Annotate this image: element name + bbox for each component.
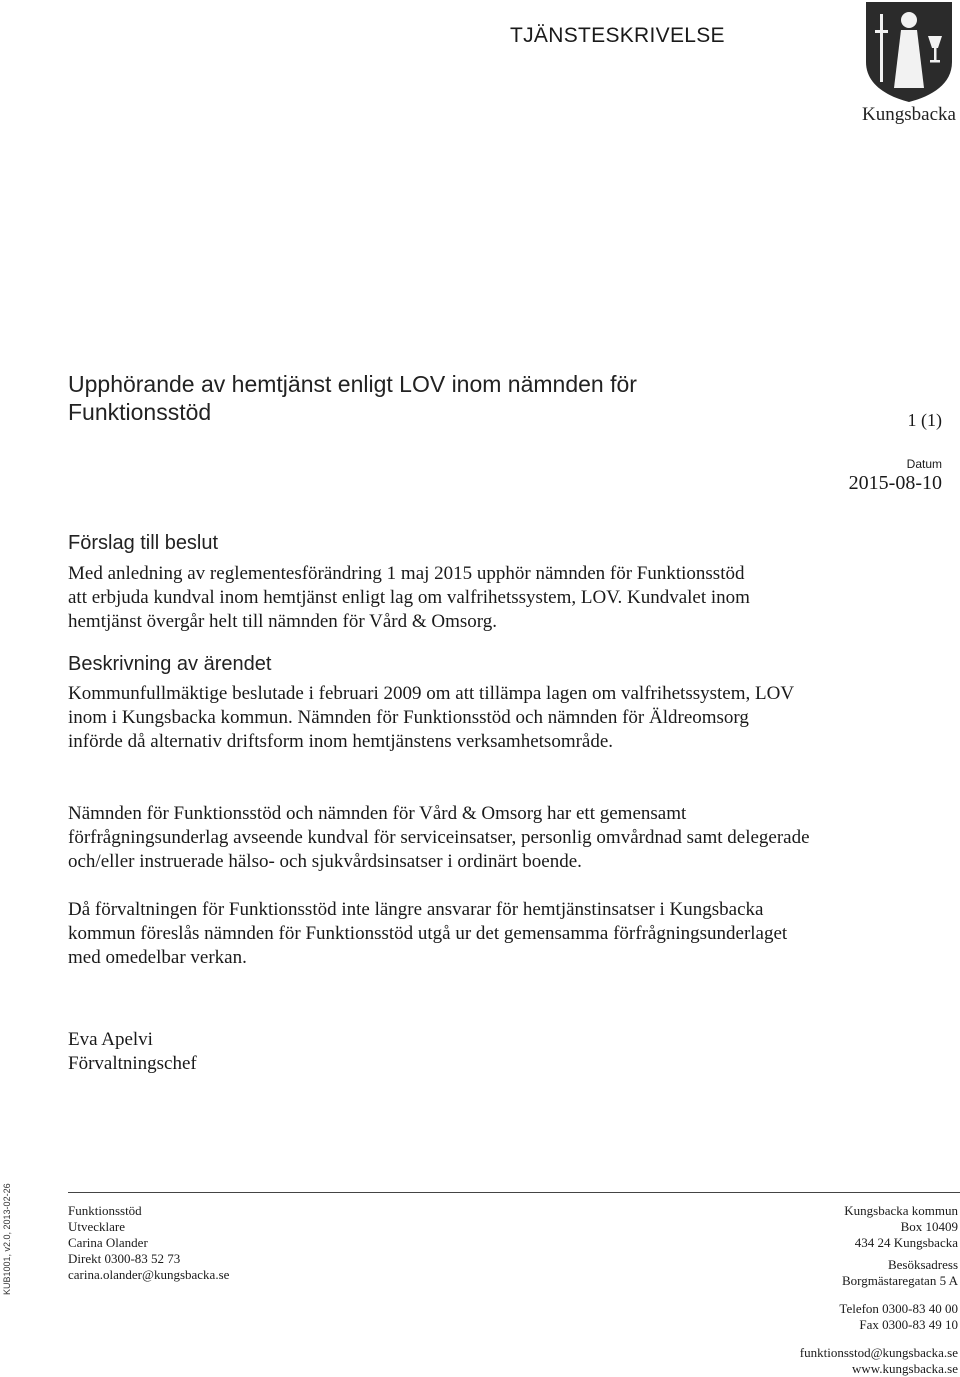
date-label: Datum [906, 457, 942, 471]
page-title [68, 370, 768, 426]
footer-website: www.kungsbacka.se [851, 1361, 958, 1376]
title-line-1: Upphörande av hemtjänst enligt LOV inom nämnden för [68, 371, 637, 397]
footer-department: Funktionsstöd [68, 1203, 142, 1218]
coat-of-arms-icon [858, 0, 960, 104]
proposal-text: Med anledning av reglementesförändring 1 maj 2015 upphör nämnden för Funktionsstöd att erbjuda kundval inom hemtjänst enligt lag om valfrihetssystem, LOV. Kundvalet inom hemtjänst övergår helt till nämnden för Vård & Omsorg. [68, 563, 750, 632]
footer-person-email: carina.olander@kungsbacka.se [68, 1267, 230, 1282]
description-heading: Beskrivning av ärendet [68, 653, 272, 675]
signature-block [68, 1028, 197, 1076]
footer-organization [800, 1203, 958, 1377]
footer-box: Box 10409 [900, 1219, 958, 1234]
footer-phone: Telefon 0300-83 40 00 [839, 1301, 958, 1316]
page-number: 1 (1) [907, 410, 942, 430]
footer-visit-label: Besöksadress [887, 1257, 958, 1272]
title-line-2: Funktionsstöd [68, 399, 212, 425]
signatory-name: Eva Apelvi [68, 1029, 153, 1050]
footer-fax: Fax 0300-83 49 10 [859, 1317, 958, 1332]
signatory-title: Förvaltningschef [68, 1053, 197, 1074]
document-type: TJÄNSTESKRIVELSE [510, 24, 725, 47]
description-paragraph-3: Då förvaltningen för Funktionsstöd inte längre ansvarar för hemtjänstinsatser i Kungsbacka kommun föreslås nämnden för Funktionsstöd utgå ur det gemensamma förfrågningsunderlaget med omedelbar verkan. [68, 899, 788, 968]
footer-person: Carina Olander [68, 1235, 148, 1250]
footer-direct-phone: Direkt 0300-83 52 73 [68, 1251, 181, 1266]
kungsbacka-logo [858, 0, 960, 132]
date-value: 2015-08-10 [848, 472, 942, 494]
footer-contact [68, 1203, 229, 1283]
logo-wordmark: Kungsbacka [862, 104, 956, 125]
footer-postal: 434 24 Kungsbacka [854, 1235, 958, 1250]
footer-divider [68, 1192, 960, 1193]
form-code: KUB1001, v2.0, 2013-02-26 [2, 1183, 12, 1295]
proposal-heading: Förslag till beslut [68, 532, 219, 554]
description-paragraph-1: Kommunfullmäktige beslutade i februari 2009 om att tillämpa lagen om valfrihetssystem, LOV inom i Kungsbacka kommun. Nämnden för Funktionsstöd och nämnden för Äldreomsorg införde då alternativ driftsform inom hemtjänstens verksamhetsområde. [68, 683, 794, 752]
footer-org-name: Kungsbacka kommun [844, 1203, 958, 1218]
footer-visit-address: Borgmästaregatan 5 A [841, 1273, 958, 1288]
footer-org-email: funktionsstod@kungsbacka.se [799, 1345, 958, 1360]
footer-role: Utvecklare [68, 1219, 126, 1234]
description-paragraph-2: Nämnden för Funktionsstöd och nämnden för Vård & Omsorg har ett gemensamt förfrågningsunderlag avseende kundval för serviceinsatser, personlig omvårdnad samt delegerade och/eller instruerade hälso- och sjukvårdsinsatser i ordinärt boende. [68, 803, 810, 872]
